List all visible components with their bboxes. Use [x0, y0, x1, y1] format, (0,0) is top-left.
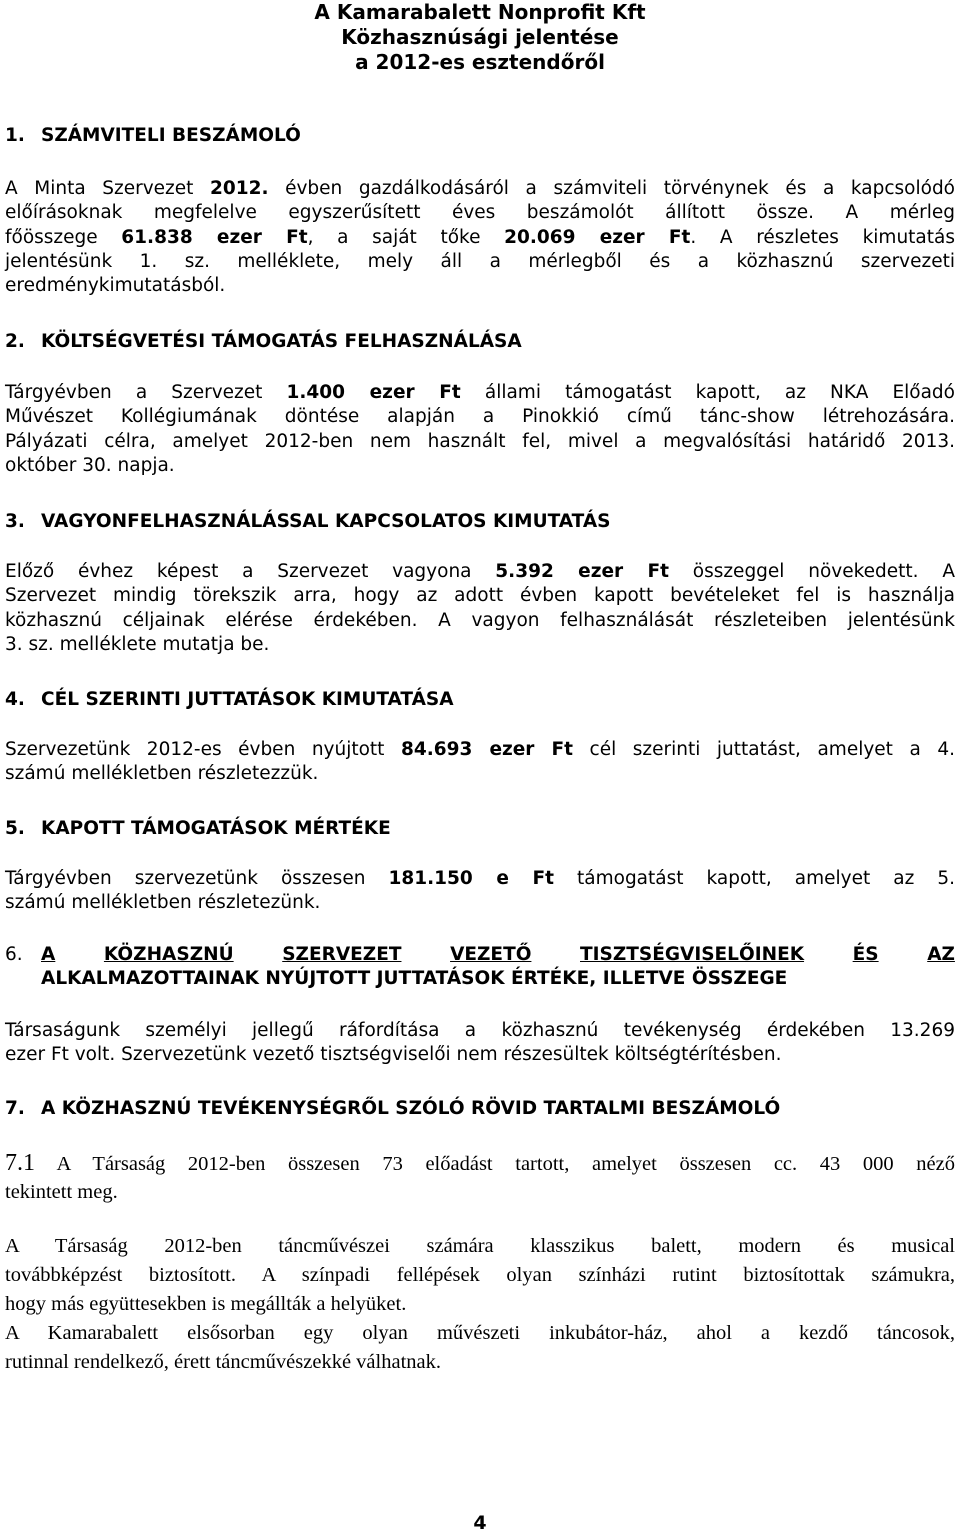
section-3-paragraph: Előző évhez képest a Szervezet vagyona 5.392 ezer Ft összeggel növekedett. A Szervezet mindig törekszik arra, hogy az adott évben kapott bevételeket fel is használja közhasznú céljainak elérése érdekében. A vagyon felhasználását részleteiben jelentésünk 3. sz. melléklete mutatja be. [5, 561, 955, 655]
section-7-1-paragraph: 7.1 A Társaság 2012-ben összesen 73 előadást tartott, amelyet összesen cc. 43 000 néző tekintett meg. [5, 1150, 955, 1203]
section-7-paragraph-2: A Társaság 2012-ben táncművészei számára klasszikus balett, modern és musical továbbképzést biztosított. A színpadi fellépések olyan színházi rutint biztosítottak számukra, hogy más együttesekben is megállták a helyüket. [5, 1235, 955, 1315]
section-5-heading: 5. KAPOTT TÁMOGATÁSOK MÉRTÉKE [5, 818, 391, 839]
report-title [0, 0, 960, 75]
title-line-3: a 2012-es esztendőről [355, 50, 605, 74]
section-7-heading: 7. A KÖZHASZNÚ TEVÉKENYSÉGRŐL SZÓLÓ RÖVID TARTALMI BESZÁMOLÓ [5, 1098, 781, 1119]
section-2-paragraph: Tárgyévben a Szervezet 1.400 ezer Ft állami támogatást kapott, az NKA Előadó Művészet Kollégiumának döntése alapján a Pinokkió című tánc-show létrehozására. Pályázati célra, amelyet 2012-ben nem használt fel, mivel a megvalósítási határidő 2013. október 30. napja. [5, 382, 955, 476]
title-line-2: Közhasznúsági jelentése [341, 25, 619, 49]
section-2-heading: 2. KÖLTSÉGVETÉSI TÁMOGATÁS FELHASZNÁLÁSA [5, 331, 522, 352]
section-6-paragraph: Társaságunk személyi jellegű ráfordítása a közhasznú tevékenység érdekében 13.269 ezer Ft volt. Szervezetünk vezető tisztségviselői nem részesültek költségtérítésben. [5, 1020, 955, 1066]
section-6-heading: 6. A KÖZHASZNÚ SZERVEZET VEZETŐ TISZTSÉGVISELŐINEK ÉS AZ ALKALMAZOTTAINAK NYÚJTOTT JUTTATÁSOK ÉRTÉKE, ILLETVE ÖSSZEGE [5, 944, 955, 989]
page-number: 4 [473, 1512, 487, 1534]
section-3-heading: 3. VAGYONFELHASZNÁLÁSSAL KAPCSOLATOS KIMUTATÁS [5, 511, 611, 532]
section-5-paragraph: Tárgyévben szervezetünk összesen 181.150 e Ft támogatást kapott, amelyet az 5. számú mellékletben részletezünk. [5, 868, 956, 914]
section-1-heading: 1. SZÁMVITELI BESZÁMOLÓ [5, 125, 301, 146]
section-1-paragraph: A Minta Szervezet 2012. évben gazdálkodásáról a számviteli törvénynek és a kapcsolódó előírásoknak megfelelve egyszerűsített éves beszámolót állított össze. A mérleg főösszege 61.838 ezer Ft, a saját tőke 20.069 ezer Ft. A részletes kimutatás jelentésünk 1. sz. melléklete, mely áll a mérlegből és a közhasznú szervezeti eredménykimutatásból. [5, 178, 956, 297]
section-4-heading: 4. CÉL SZERINTI JUTTATÁSOK KIMUTATÁSA [5, 689, 454, 710]
section-4-paragraph: Szervezetünk 2012-es évben nyújtott 84.693 ezer Ft cél szerinti juttatást, amelyet a 4. számú mellékletben részletezzük. [5, 739, 955, 785]
title-line-1: A Kamarabalett Nonprofit Kft [314, 0, 646, 24]
section-7-paragraph-3: A Kamarabalett elsősorban egy olyan művészeti inkubátor-ház, ahol a kezdő táncosok, rutinnal rendelkező, érett táncművészekké válhatnak. [5, 1322, 955, 1373]
